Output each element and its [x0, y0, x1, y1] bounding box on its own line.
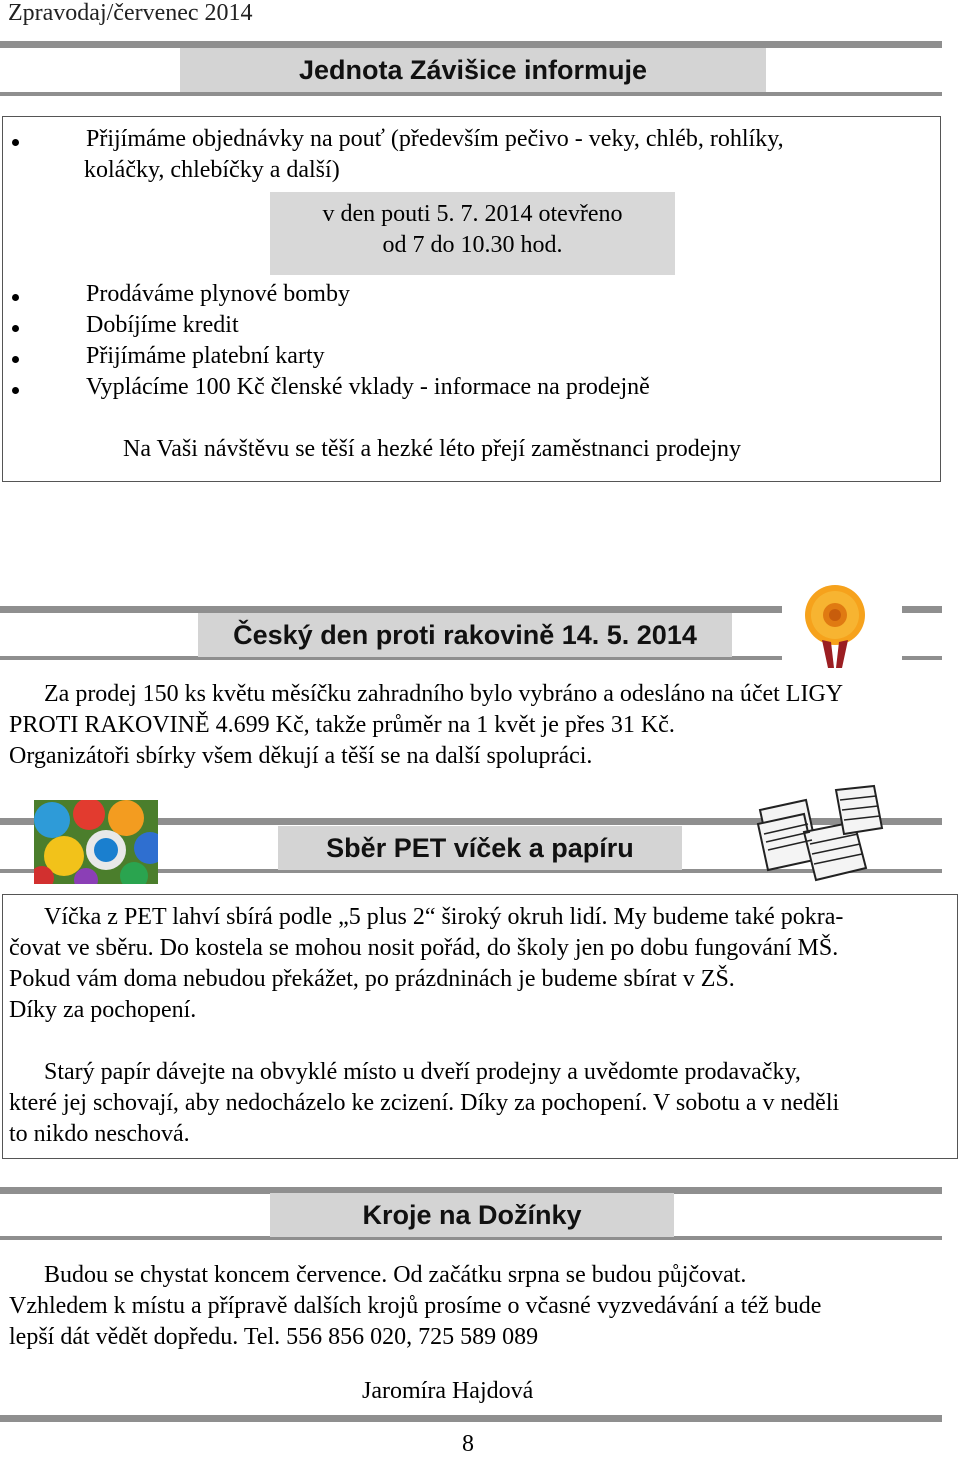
flower-icon [798, 582, 872, 670]
bullet-item: Dobíjíme kredit [86, 312, 239, 338]
pet-para1-line: Pokud vám doma nebudou překážet, po prázdninách je budeme sbírat v ZŠ. [9, 966, 735, 992]
signature: Jaromíra Hajdová [362, 1378, 534, 1404]
cancer-day-line: PROTI RAKOVINĚ 4.699 Kč, takže průměr na 1 květ je přes 31 Kč. [9, 712, 675, 738]
kroje-line: lepší dát vědět dopředu. Tel. 556 856 020, 725 589 089 [9, 1324, 539, 1350]
bullet-dot [12, 356, 19, 363]
pet-para2-line: to nikdo neschová. [9, 1121, 190, 1147]
section-title-jednota: Jednota Závišice informuje [180, 48, 766, 92]
opening-hours-note [270, 192, 675, 275]
section-rule-top [0, 606, 782, 613]
bullet-dot [12, 294, 19, 301]
opening-hours-line1: v den pouti 5. 7. 2014 otevřeno [322, 201, 623, 227]
bullet-dot [12, 325, 19, 332]
pet-para2-line: které jej schovají, aby nedocházelo ke zcizení. Díky za pochopení. V sobotu a v neděli [9, 1090, 840, 1116]
bullet-orders-line2: koláčky, chlebíčky a další) [84, 157, 340, 183]
paper-stacks-icon [754, 784, 888, 886]
section-rule-top [0, 41, 942, 48]
section-rule-bottom [0, 92, 942, 96]
footer-rule [0, 1415, 942, 1422]
kroje-line: Budou se chystat koncem července. Od začátku srpna se budou půjčovat. [44, 1262, 747, 1288]
opening-hours-line2: od 7 do 10.30 hod. [382, 232, 563, 258]
closing-line: Na Vaši návštěvu se těší a hezké léto přejí zaměstnanci prodejny [123, 436, 742, 462]
pet-para1-line: čovat ve sběru. Do kostela se mohou nosit pořád, do školy jen po dobu fungování MŠ. [9, 935, 839, 961]
page-number: 8 [462, 1431, 474, 1457]
bullet-item: Prodáváme plynové bomby [86, 281, 350, 307]
section-title-cancer-day: Český den proti rakovině 14. 5. 2014 [198, 613, 732, 657]
section-title-kroje: Kroje na Dožínky [270, 1193, 674, 1237]
bottle-caps-icon [34, 800, 158, 884]
kroje-line: Vzhledem k místu a přípravě dalších krojů prosíme o včasné vyzvedávání a též bude [9, 1293, 822, 1319]
section-title-pet: Sběr PET víček a papíru [278, 826, 682, 870]
pet-para1-line: Víčka z PET lahví sbírá podle „5 plus 2“ široký okruh lidí. My budeme také pokra- [44, 904, 844, 930]
bullet-dot [12, 139, 19, 146]
bullet-item: Vyplácíme 100 Kč členské vklady - informace na prodejně [86, 374, 650, 400]
bullet-item: Přijímáme platební karty [86, 343, 325, 369]
pet-para2-line: Starý papír dávejte na obvyklé místo u dveří prodejny a uvědomte prodavačky, [44, 1059, 801, 1085]
bullet-orders-line1: Přijímáme objednávky na pouť (především pečivo - veky, chléb, rohlíky, [86, 126, 784, 152]
bullet-dot [12, 387, 19, 394]
pet-para1-line: Díky za pochopení. [9, 997, 197, 1023]
cancer-day-line: Organizátoři sbírky všem děkují a těší se na další spolupráci. [9, 743, 593, 769]
cancer-day-line: Za prodej 150 ks květu měsíčku zahradního bylo vybráno a odesláno na účet LIGY [44, 681, 844, 707]
section-rule-bottom-right [902, 656, 942, 660]
section-rule-top-right [902, 606, 942, 613]
newsletter-header: Zpravodaj/červenec 2014 [8, 0, 253, 26]
